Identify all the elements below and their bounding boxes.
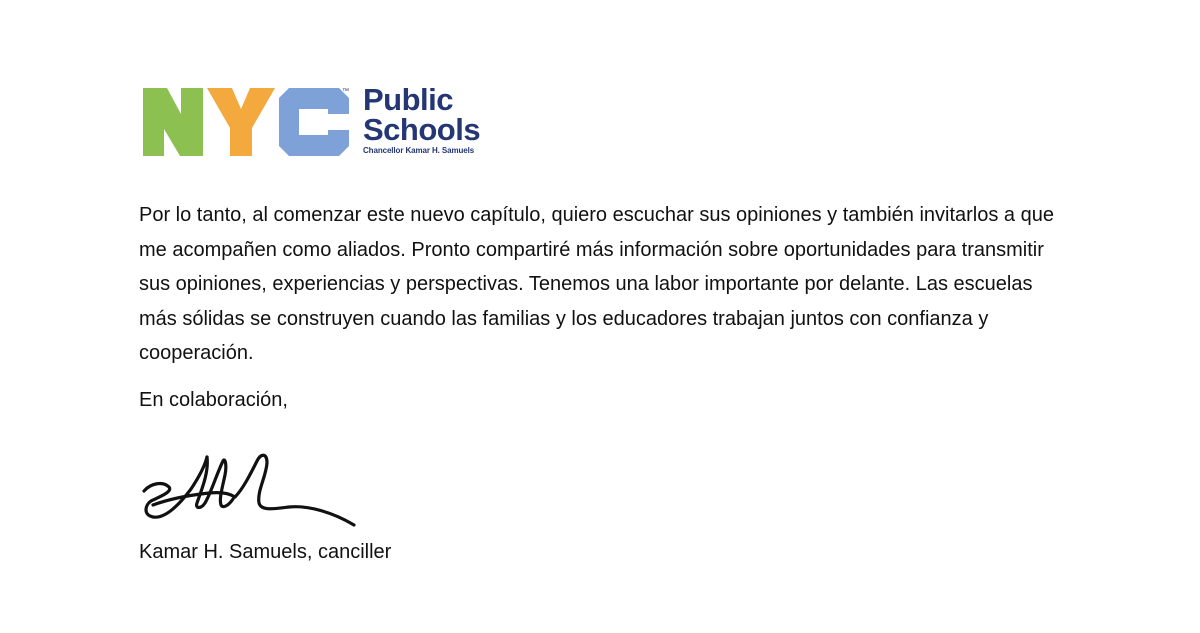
nyc-public-schools-logo bbox=[139, 84, 1079, 160]
letter bbox=[139, 84, 1079, 569]
logo-subtitle: Chancellor Kamar H. Samuels bbox=[363, 146, 475, 155]
logo-title-public: Public bbox=[363, 82, 454, 117]
logo-trademark: ™ bbox=[342, 88, 349, 95]
logo-letter-y bbox=[207, 88, 275, 156]
nyc-logo-mark bbox=[139, 84, 353, 160]
letter-closing: En colaboración, bbox=[139, 388, 288, 411]
logo-letter-c bbox=[279, 88, 349, 156]
logo-title-schools: Schools bbox=[363, 112, 481, 147]
logo-wordmark bbox=[363, 84, 480, 156]
handwritten-signature bbox=[139, 443, 359, 533]
logo-letter-n bbox=[143, 88, 203, 156]
letter-paragraph: Por lo tanto, al comenzar este nuevo capítulo, quiero escuchar sus opiniones y también invitarlos a que me acompañen como aliados. Pronto compartiré más información sobre oportunidades para transmitir sus opiniones, experiencias y perspectivas. Tenemos una labor importante por delante. Las escuelas más sólidas se construyen cuando las familias y los educadores trabajan juntos con confianza y cooperación. bbox=[139, 204, 1054, 364]
signer-name: Kamar H. Samuels, canciller bbox=[139, 540, 392, 563]
